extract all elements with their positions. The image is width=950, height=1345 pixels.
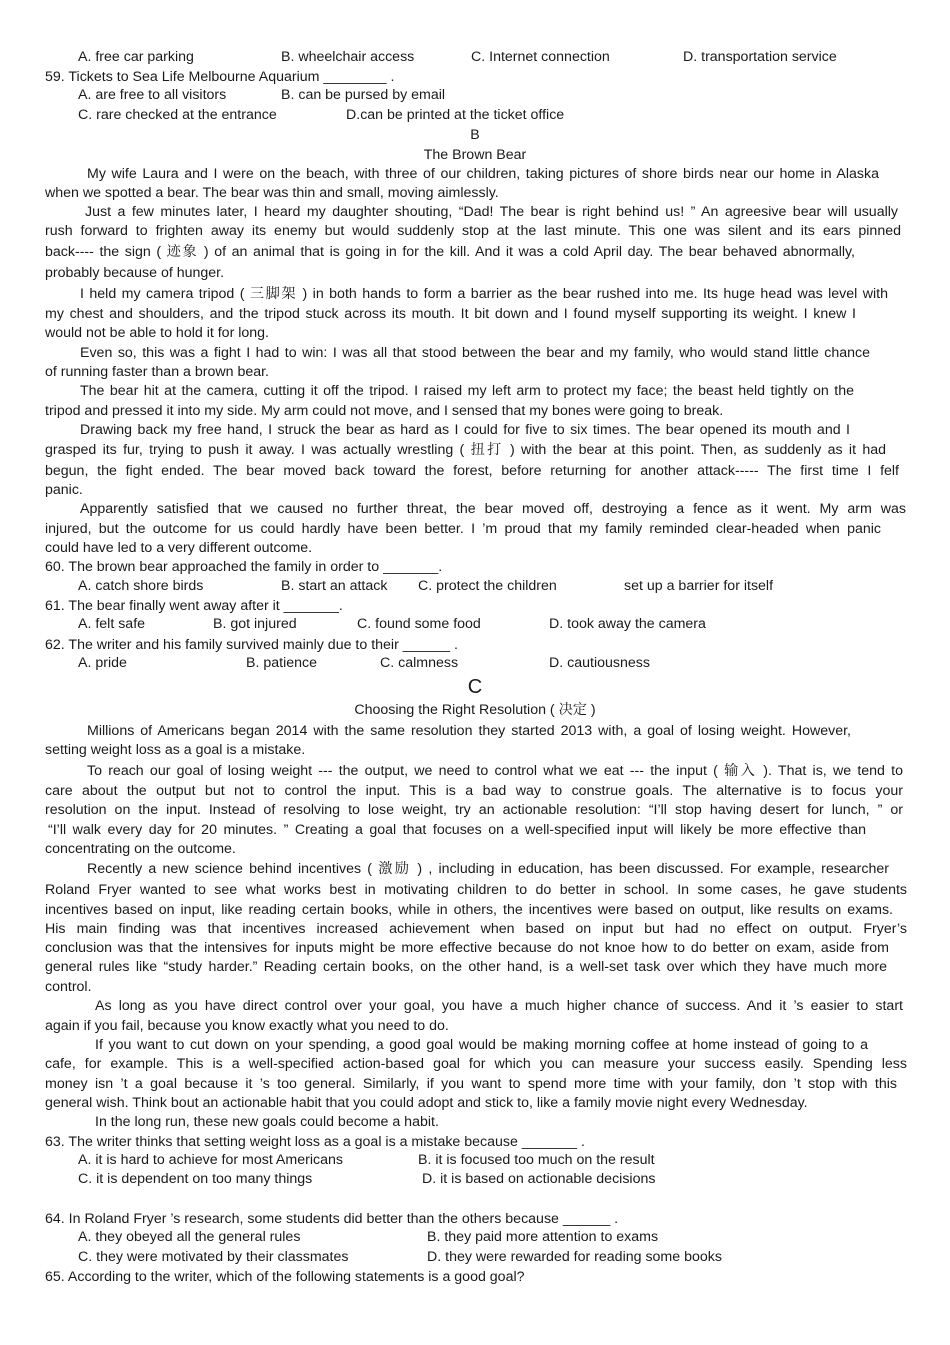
q60-stem: 60. The brown bear approached the family in order to _______. <box>45 559 443 575</box>
q62-option-d[interactable]: D. cautiousness <box>549 655 650 671</box>
q62-option-c[interactable]: C. calmness <box>380 655 459 671</box>
q58-option-a[interactable]: A. free car parking <box>78 49 194 65</box>
q64-stem: 64. In Roland Fryer ’s research, some students did better than the others because ______ . <box>45 1211 619 1227</box>
passage-b-line: of running faster than a brown bear. <box>45 364 269 380</box>
passage-c-line: care about the output but not to control the input. This is a bad way to construe goals. The alternative is to focus your <box>45 783 903 799</box>
q60-option-a[interactable]: A. catch shore birds <box>78 578 204 594</box>
q64-option-c[interactable]: C. they were motivated by their classmates <box>78 1249 349 1265</box>
passage-c-line: Millions of Americans began 2014 with the same resolution they started 2013 with, a goal of losing weight. However, <box>87 723 851 739</box>
q61-stem: 61. The bear finally went away after it _______. <box>45 598 343 614</box>
q63-stem: 63. The writer thinks that setting weight loss as a goal is a mistake because _______ . <box>45 1134 585 1150</box>
passage-b-line: The bear hit at the camera, cutting it off the tripod. I raised my left arm to protect my face; the beast held tightly on the <box>80 383 854 399</box>
q62-option-b[interactable]: B. patience <box>246 655 317 671</box>
passage-c-line: control. <box>45 979 92 995</box>
q63-option-b[interactable]: B. it is focused too much on the result <box>418 1152 655 1168</box>
q60-option-c[interactable]: C. protect the children <box>418 578 557 594</box>
section-c-title: Choosing the Right Resolution ( 决定 ) <box>354 702 596 718</box>
q64-option-b[interactable]: B. they paid more attention to exams <box>427 1229 659 1245</box>
passage-c-line: As long as you have direct control over your goal, you have a much higher chance of success. And it ’s easier to start <box>95 998 903 1014</box>
passage-c-line: setting weight loss as a goal is a mistake. <box>45 742 306 758</box>
passage-c-line: general wish. Think bout an actionable habit that you could adopt and stick to, like a family movie night every Wednesday. <box>45 1095 808 1111</box>
q59-option-d[interactable]: D.can be printed at the ticket office <box>346 107 565 123</box>
passage-b-line: panic. <box>45 482 83 498</box>
passage-b-line: Even so, this was a fight I had to win: I was all that stood between the bear and my family, who would stand little chance <box>80 345 870 361</box>
q59-stem: 59. Tickets to Sea Life Melbourne Aquarium ________ . <box>45 69 395 85</box>
passage-c-line: In the long run, these new goals could become a habit. <box>95 1114 439 1130</box>
q61-option-a[interactable]: A. felt safe <box>78 616 146 632</box>
q58-option-c[interactable]: C. Internet connection <box>471 49 610 65</box>
q64-option-a[interactable]: A. they obeyed all the general rules <box>78 1229 301 1245</box>
q60-option-d[interactable]: set up a barrier for itself <box>624 578 774 594</box>
q62-option-a[interactable]: A. pride <box>78 655 127 671</box>
q62-stem: 62. The writer and his family survived mainly due to their ______ . <box>45 637 458 653</box>
passage-c-line: resolution on the input. Instead of resolving to lose weight, try an actionable resolution: “I’ll stop having desert for lunch, ” or <box>45 802 903 818</box>
q59-option-a[interactable]: A. are free to all visitors <box>78 87 227 103</box>
passage-b-line: Apparently satisfied that we caused no further threat, the bear moved off, destroying a fence as it went. My arm was <box>80 501 906 517</box>
passage-c-line: again if you fail, because you know exactly what you need to do. <box>45 1018 449 1034</box>
passage-b-line: begun, the fight ended. The bear moved back toward the forest, before returning for another attack----- The first time I felf <box>45 463 899 479</box>
passage-b-line: probably because of hunger. <box>45 265 225 281</box>
q64-option-d[interactable]: D. they were rewarded for reading some books <box>427 1249 722 1265</box>
passage-c-line: cafe, for example. This is a well-specified action-based goal for which you can measure your success easily. Spending less <box>45 1056 907 1072</box>
passage-c-line: Roland Fryer wanted to see what works best in motivating children to do better in school. In some cases, he gave students <box>45 882 907 898</box>
passage-b-line: injured, but the outcome for us could hardly have been better. I ’m proud that my family reminded clear-headed when panic <box>45 521 881 537</box>
q61-option-d[interactable]: D. took away the camera <box>549 616 706 632</box>
passage-b-line: would not be able to hold it for long. <box>45 325 270 341</box>
passage-b-line: rush forward to frighten away its enemy but would suddenly stop at the last minute. This one was silent and its ears pinned <box>45 223 901 239</box>
passage-c-line: “I’ll walk every day for 20 minutes. ” Creating a goal that focuses on a well-specified input will likely be more effective than <box>48 822 866 838</box>
passage-b-line: grasped its fur, trying to push it away. I was actually wrestling ( 扭打 ) with the bear at this point. Then, as suddenly as it had <box>45 442 886 458</box>
passage-b-line: back---- the sign ( 迹象 ) of an animal that is going in for the kill. And it was a cold April day. The bear behaved abnormally, <box>45 244 855 260</box>
passage-b-line: Drawing back my free hand, I struck the bear as hard as I could for five to six times. The bear opened its mouth and I <box>80 422 850 438</box>
q63-option-d[interactable]: D. it is based on actionable decisions <box>422 1171 656 1187</box>
passage-b-line: my chest and shoulders, and the tripod stuck across its mouth. It bit down and I found myself supporting its weight. I knew I <box>45 306 856 322</box>
q63-option-a[interactable]: A. it is hard to achieve for most Americans <box>78 1152 343 1168</box>
passage-c-line: general rules like “study harder.” Reading certain books, on the other hand, is a well-set task over which they have much more <box>45 959 887 975</box>
passage-c-line: His main finding was that incentives increased achievement when based on input but had no effect on output. Fryer’s <box>45 921 907 937</box>
passage-c-line: concentrating on the outcome. <box>45 841 236 857</box>
passage-c-line: To reach our goal of losing weight --- the output, we need to control what we eat --- the input ( 输入 ). That is, we tend to <box>87 763 903 779</box>
q63-option-c[interactable]: C. it is dependent on too many things <box>78 1171 313 1187</box>
passage-b-line: tripod and pressed it into my side. My arm could not move, and I sensed that my bones were going to break. <box>45 403 724 419</box>
passage-c-line: conclusion was that the intensives for inputs might be more effective because do not knoe how to do better on exam, aside from <box>45 940 889 956</box>
passage-b-line: could have led to a very different outcome. <box>45 540 313 556</box>
q58-option-d[interactable]: D. transportation service <box>683 49 837 65</box>
passage-b-line: I held my camera tripod ( 三脚架 ) in both hands to form a barrier as the bear rushed into me. Its huge head was level with <box>80 286 888 302</box>
passage-b-line: when we spotted a bear. The bear was thin and small, moving aimlessly. <box>45 185 499 201</box>
q65-stem: 65. According to the writer, which of the following statements is a good goal? <box>45 1269 525 1285</box>
section-b-letter: B <box>470 127 480 143</box>
section-c-letter: C <box>467 676 483 698</box>
passage-b-line: Just a few minutes later, I heard my daughter shouting, “Dad! The bear is right behind us! ” An agreesive bear will usually <box>85 204 898 220</box>
passage-c-line: Recently a new science behind incentives ( 激励 ) , including in education, has been discussed. For example, researcher <box>87 861 889 877</box>
q58-option-b[interactable]: B. wheelchair access <box>281 49 415 65</box>
q59-option-c[interactable]: C. rare checked at the entrance <box>78 107 277 123</box>
q59-option-b[interactable]: B. can be pursed by email <box>281 87 446 103</box>
section-b-title: The Brown Bear <box>423 147 527 163</box>
q61-option-b[interactable]: B. got injured <box>213 616 297 632</box>
passage-c-line: If you want to cut down on your spending, a good goal would be making morning coffee at home instead of going to a <box>95 1037 868 1053</box>
passage-b-line: My wife Laura and I were on the beach, with three of our children, taking pictures of shore birds near our home in Alaska <box>87 166 879 182</box>
q61-option-c[interactable]: C. found some food <box>357 616 481 632</box>
passage-c-line: incentives based on input, like reading certain books, while in others, the incentives were based on output, like results on exams. <box>45 902 893 918</box>
q60-option-b[interactable]: B. start an attack <box>281 578 388 594</box>
passage-c-line: money isn ’t a goal because it ’s too general. Similarly, if you want to spend more time with your family, don ’t stop with this <box>45 1076 897 1092</box>
